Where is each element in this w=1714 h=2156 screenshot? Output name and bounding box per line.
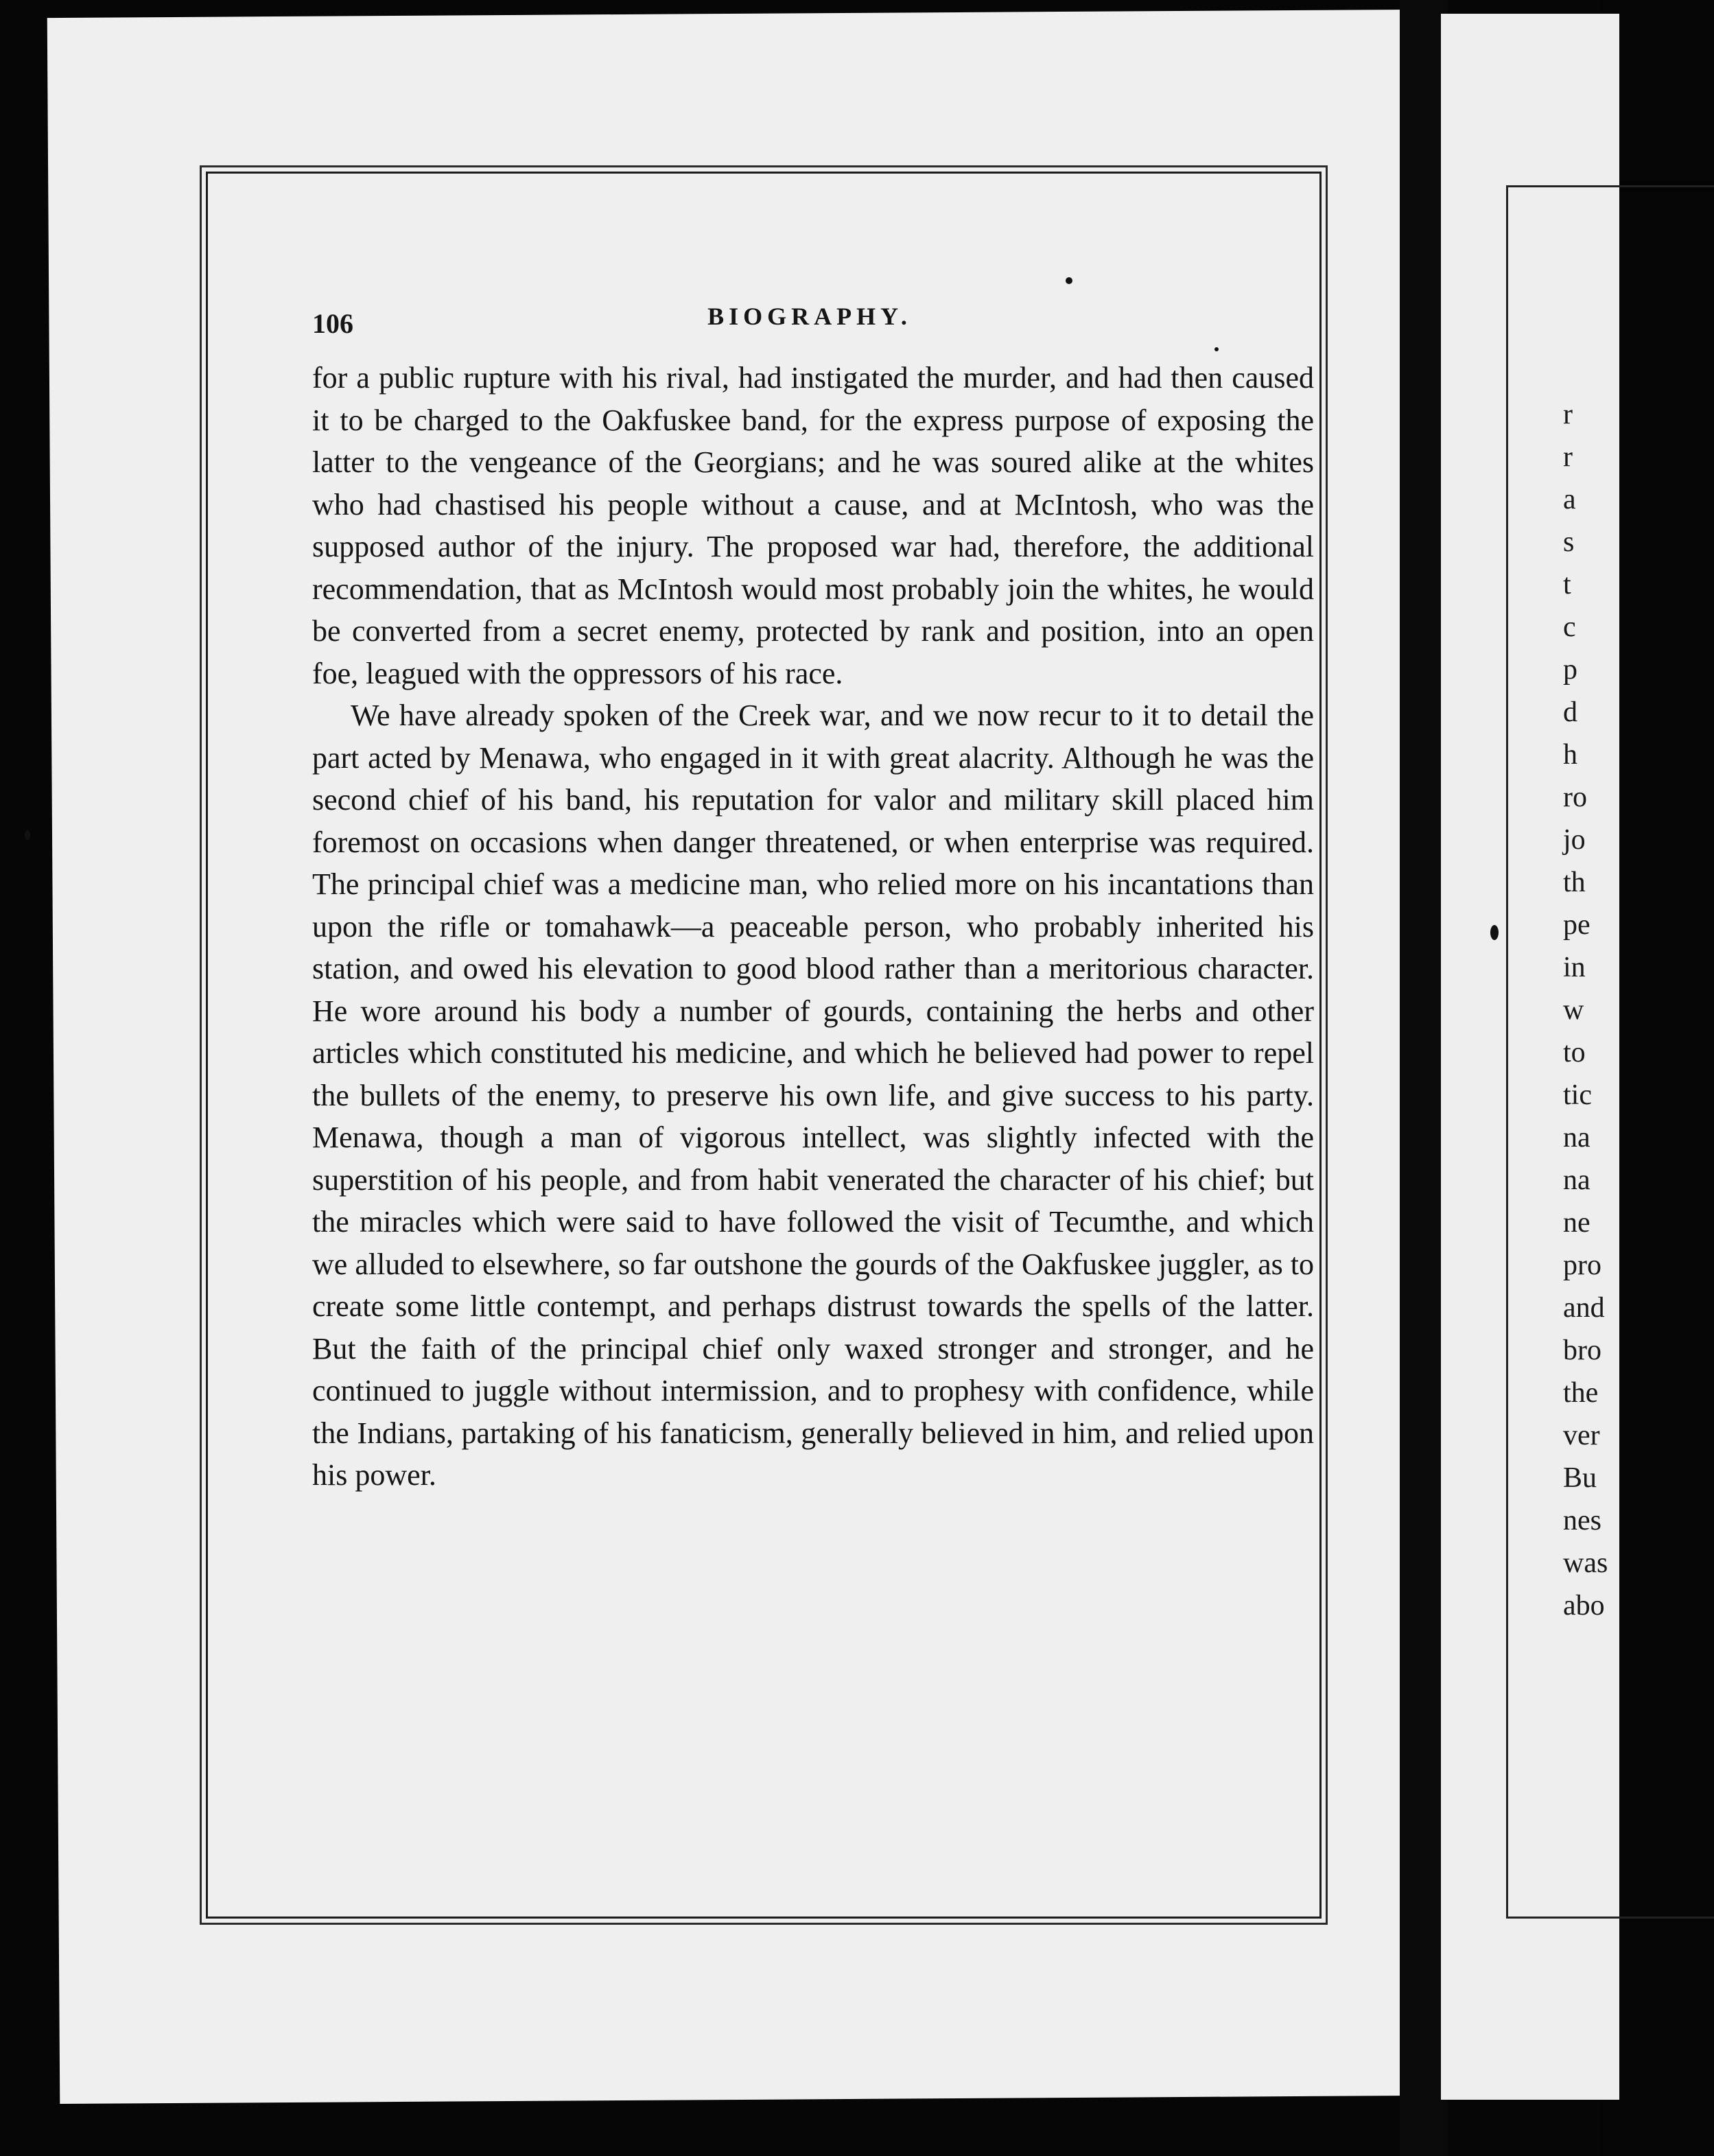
facing-page-line-fragment: p bbox=[1563, 654, 1577, 686]
facing-page-line-fragment: a bbox=[1563, 484, 1576, 515]
facing-page-line-fragment: ne bbox=[1563, 1207, 1590, 1239]
scan-speck bbox=[1490, 925, 1499, 940]
facing-page-frame bbox=[1506, 185, 1714, 1919]
facing-page-line-fragment: jo bbox=[1563, 824, 1586, 856]
facing-page-line-fragment: bro bbox=[1563, 1335, 1601, 1366]
facing-page-line-fragment: abo bbox=[1563, 1590, 1605, 1621]
facing-page-line-fragment: the bbox=[1563, 1377, 1599, 1409]
facing-page-line-fragment: tic bbox=[1563, 1079, 1592, 1111]
scan-speck bbox=[1214, 347, 1219, 351]
facing-page-line-fragment: Bu bbox=[1563, 1462, 1597, 1494]
facing-page-line-fragment: h bbox=[1563, 739, 1577, 771]
running-head: BIOGRAPHY. bbox=[707, 303, 912, 330]
facing-page-line-fragment: in bbox=[1563, 952, 1586, 983]
facing-page-line-fragment: nes bbox=[1563, 1505, 1601, 1536]
facing-page-line-fragment: s bbox=[1563, 526, 1575, 558]
page-header bbox=[312, 303, 1307, 349]
facing-page-line-fragment: na bbox=[1563, 1122, 1590, 1153]
facing-page-line-fragment: pe bbox=[1563, 909, 1590, 941]
facing-page-line-fragment: d bbox=[1563, 696, 1577, 728]
facing-page bbox=[1441, 14, 1619, 2100]
facing-page-line-fragment: r bbox=[1563, 441, 1573, 473]
facing-page-line-fragment: c bbox=[1563, 611, 1576, 643]
facing-page-line-fragment: ro bbox=[1563, 782, 1587, 813]
facing-page-line-fragment: to bbox=[1563, 1037, 1586, 1068]
facing-page-line-fragment: w bbox=[1563, 994, 1584, 1026]
facing-page-line-fragment: was bbox=[1563, 1547, 1608, 1579]
paragraph: We have already spoken of the Creek war, and we now recur to it to detail the part acted by Menawa, who engaged in it with great alacrity. Although he was the second chief of his band, his reputation for valor and military skill placed him foremost on occasions when danger threatened, or when enterprise was required. The principal chief was a medicine man, who relied more on his incantations than upon the rifle or tomahawk—a peaceable person, who probably inherited his station, and owed his elevation to good blood rather than a meritorious character. He wore around his body a number of gourds, containing the herbs and other articles which constituted his medicine, and which he believed had power to repel the bullets of the enemy, to preserve his own life, and give success to his party. Menawa, though a man of vigorous intellect, was slightly infected with the superstition of his people, and from habit venerated the character of his chief; but the miracles which were said to have followed the visit of Tecumthe, and which we alluded to elsewhere, so far outshone the gourds of the Oakfuskee juggler, as to create some little contempt, and perhaps distrust towards the spells of the latter. But the faith of the principal chief only waxed stronger and stronger, and he continued to juggle without intermission, and to prophesy with confidence, while the Indians, partaking of his fanaticism, generally believed in him, and relied upon his power. bbox=[312, 699, 1314, 1492]
facing-page-line-fragment: and bbox=[1563, 1292, 1605, 1324]
facing-page-line-fragment: na bbox=[1563, 1164, 1590, 1196]
facing-page-line-fragment: th bbox=[1563, 867, 1586, 898]
facing-page-line-fragment: t bbox=[1563, 569, 1571, 600]
facing-page-line-fragment: ver bbox=[1563, 1420, 1600, 1451]
body-text bbox=[312, 357, 1314, 1497]
page-number: 106 bbox=[312, 308, 353, 339]
scan-speck bbox=[1066, 277, 1072, 284]
paragraph: for a public rupture with his rival, had instigated the murder, and had then caused it to be charged to the Oakfuskee band, for the express purpose of exposing the latter to the vengeance of the Georgians; and he was soured alike at the whites who had chastised his people without a cause, and at McIntosh, who was the supposed author of the injury. The proposed war had, therefore, the additional recommendation, that as McIntosh would most probably join the whites, he would be converted from a secret enemy, protected by rank and position, into an open foe, leagued with the oppressors of his race. bbox=[312, 361, 1314, 690]
facing-page-line-fragment: pro bbox=[1563, 1250, 1601, 1281]
facing-page-line-fragment: r bbox=[1563, 399, 1573, 430]
scan-speck bbox=[25, 830, 30, 840]
